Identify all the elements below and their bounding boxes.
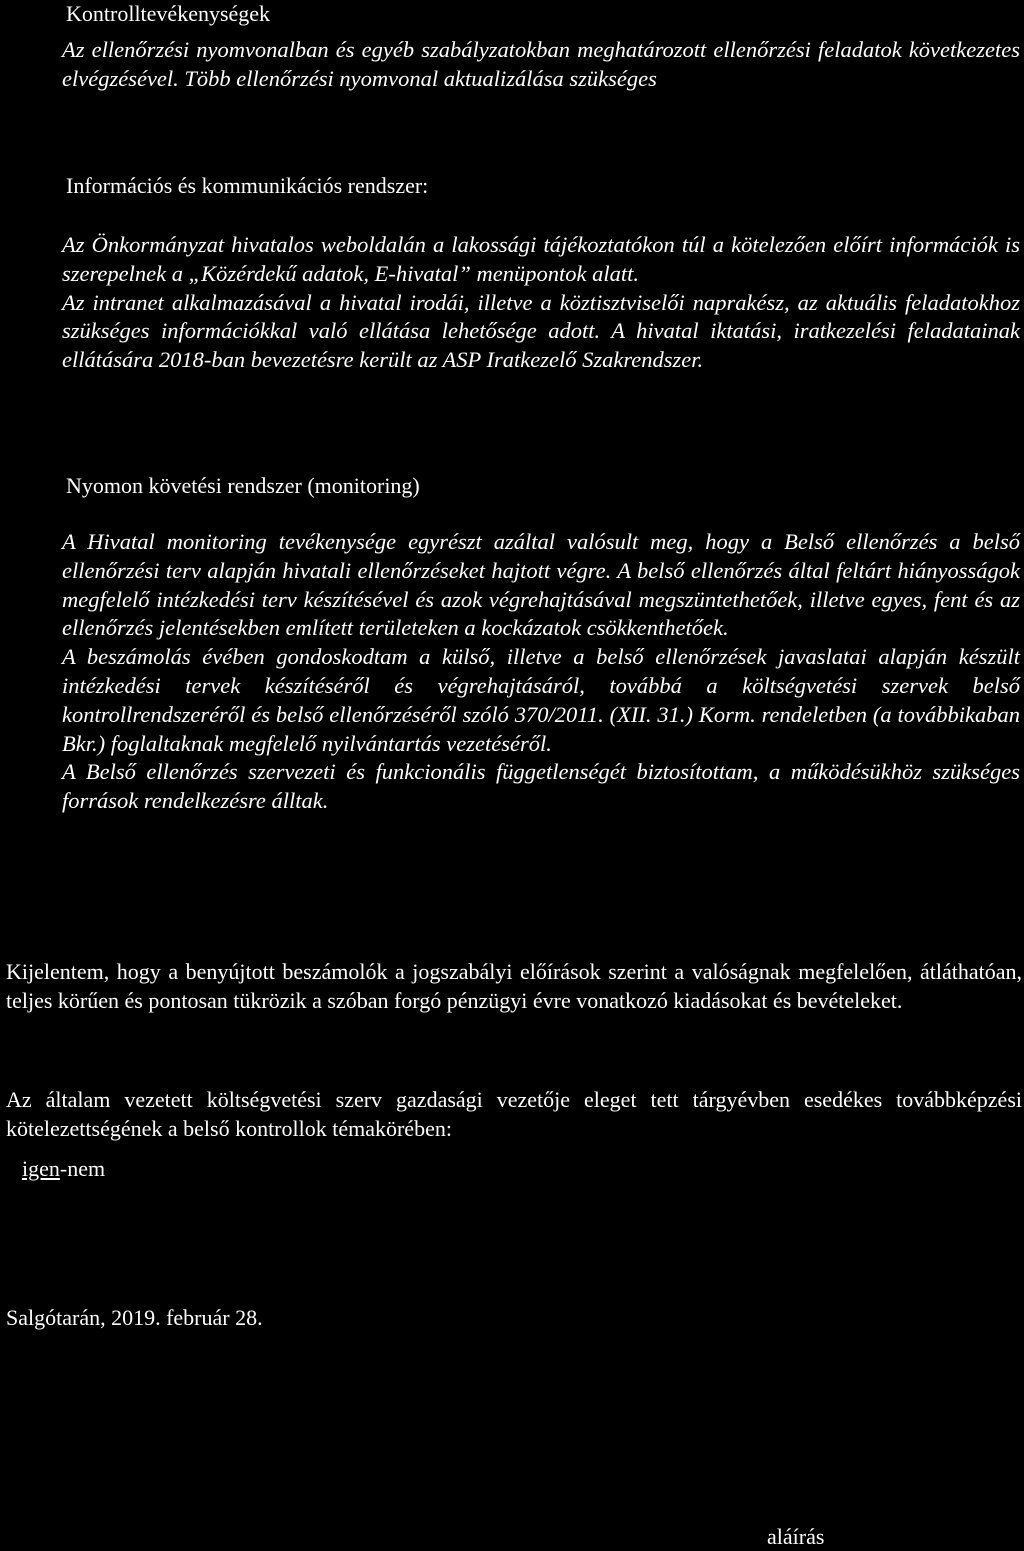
paragraph: Az általam vezetett költségvetési szerv gazdasági vezetője eleget tett tárgyévben esedékes továbbképzési kötelezettségének a belső kontrollok témakörében: (6, 1087, 1022, 1141)
place-date: Salgótarán, 2019. február 28. (6, 1305, 263, 1330)
paragraph: A Belső ellenőrzés szervezeti és funkcionális függetlenségét biztosítottam, a működésükhöz szükséges források rendelkezésre álltak. (62, 759, 1020, 814)
paragraph: A beszámolás évében gondoskodtam a külső, illetve a belső ellenőrzések javaslatai alapján készült intézkedési tervek készítéséről és végrehajtásáról, továbbá a költségvetési szervek belső kontrollrendszeréről és belső ellenőrzéséről szóló 370/2011. (XII. 31.) Korm. rendeletben (a továbbikaban Bkr.) foglaltaknak megfelelő nyilvántartás vezetéséről. (62, 644, 1020, 756)
section-body-monitoring (62, 528, 1020, 816)
signature-label: aláírás (767, 1524, 825, 1549)
answer-line (22, 1155, 105, 1183)
section-body-kontroll (62, 36, 1020, 94)
paragraph: Kijelentem, hogy a benyújtott beszámolók a jogszabályi előírások szerint a valóságnak megfelelően, átláthatóan, teljes körűen és pontosan tükrözik a szóban forgó pénzügyi évre vonatkozó kiadásokat és bevételeket. (6, 959, 1022, 1013)
paragraph: Az Önkormányzat hivatalos weboldalán a lakossági tájékoztatókon túl a kötelezően előírt információk is szerepelnek a „Közérdekű adatok, E-hivatal” menüpontok alatt. (62, 232, 1020, 286)
section-heading-informacio: Információs és kommunikációs rendszer: (66, 173, 429, 198)
section-heading-kontroll: Kontrolltevékenységek (66, 1, 271, 26)
answer-selected: igen (22, 1156, 60, 1181)
answer-other: nem (67, 1156, 106, 1181)
paragraph: Az intranet alkalmazásával a hivatal irodái, illetve a köztisztviselői naprakész, az aktuális feladatokhoz szükséges információkkal való ellátása lehetősége adott. A hivatal iktatási, iratkezelési feladatainak ellátására 2018-ban bevezetésre került az ASP Iratkezelő Szakrendszer. (62, 289, 1020, 373)
paragraph: A Hivatal monitoring tevékenysége egyrészt azáltal valósult meg, hogy a Belső ellenőrzés a belső ellenőrzési terv alapján hivatali ellenőrzéseket hajtott végre. A belső ellenőrzés által feltárt hiányosságok megfelelő intézkedési terv készítésével és azok végrehajtásával megszüntethetőek, illetve egyes, fent és az ellenőrzés jelentésekben említett területeken a kockázatok csökkenthetőek. (62, 529, 1020, 641)
answer-separator: - (59, 1156, 68, 1181)
section-heading-monitoring: Nyomon követési rendszer (monitoring) (66, 473, 420, 498)
declaration-paragraph-1 (6, 957, 1022, 1015)
declaration-paragraph-2 (6, 1085, 1022, 1143)
paragraph: Az ellenőrzési nyomvonalban és egyéb szabályzatokban meghatározott ellenőrzési feladatok következetes elvégzésével. Több ellenőrzési nyomvonal aktualizálása szükséges (62, 37, 1020, 91)
section-body-informacio (62, 231, 1020, 375)
